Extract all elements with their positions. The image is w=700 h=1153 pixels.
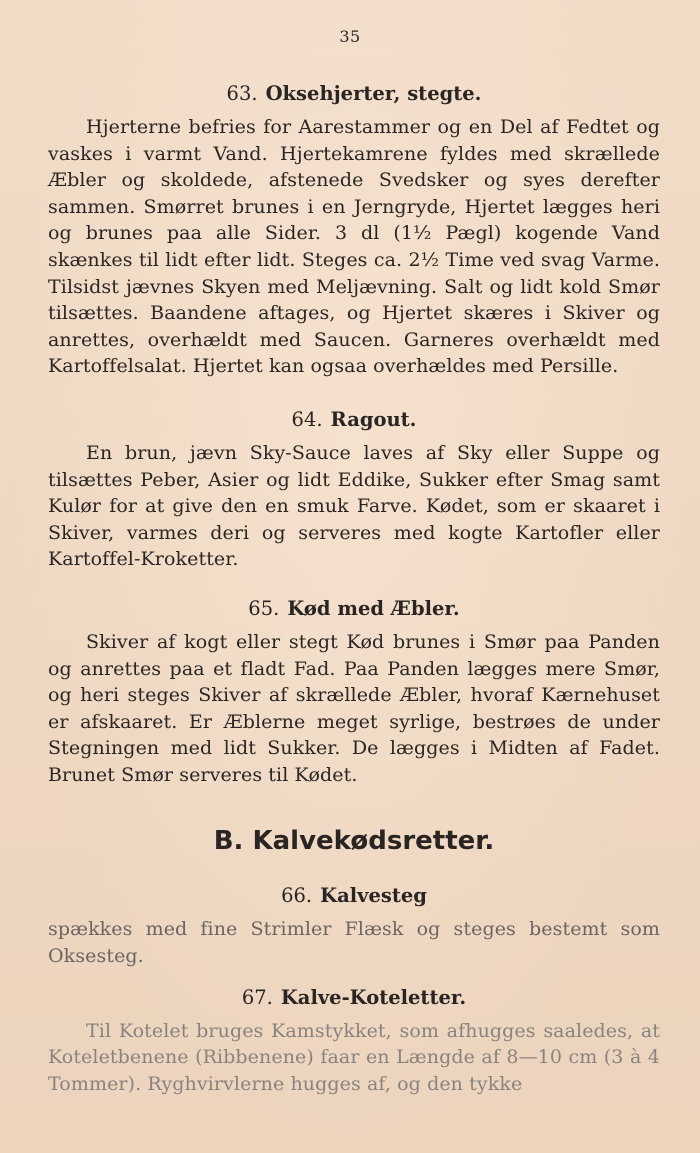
recipe-number: 66. xyxy=(281,884,313,908)
recipe-67 xyxy=(48,984,660,1098)
recipe-number: 63. xyxy=(226,82,258,105)
page-number: 35 xyxy=(339,27,361,46)
recipe-text: Skiver af kogt eller stegt Kød brunes i Smør paa Panden og anrettes paa et fladt Fad. Paa Panden lægges mere Smør, og heri steges Skiver af skrællede Æbler, hvoraf Kærnehuset er afskaaret. Er Æblerne meget syrlige, bestrøes de under Stegningen med lidt Sukker. De lægges i Midten af Fadet. Brunet Smør serveres til Kødet. xyxy=(48,630,660,786)
recipe-title xyxy=(48,80,660,108)
recipe-name: Oksehjerter, stegte. xyxy=(265,82,482,105)
recipe-name: Kød med Æbler. xyxy=(287,596,460,620)
recipe-number: 65. xyxy=(248,596,280,620)
recipe-name: Kalvesteg xyxy=(320,884,427,908)
recipe-title xyxy=(48,984,660,1012)
recipe-63 xyxy=(48,80,660,380)
recipe-name: Ragout. xyxy=(330,407,417,431)
recipe-66 xyxy=(48,882,660,969)
recipe-text: Hjerterne befries for Aarestammer og en Del af Fedtet og vaskes i varmt Vand. Hjertekamrene fyldes med skrællede Æbler og skoldede, afstenede Svedsker og syes derefter sammen. Smørret brunes i en Jerngryde, Hjertet lægges heri og brunes paa alle Sider. 3 dl (1½ Pægl) kogende Vand skænkes til lidt efter lidt. Steges ca. 2½ Time ved svag Varme. Tilsidst jævnes Skyen med Meljævning. Salt og lidt kold Smør tilsættes. Baandene aftages, og Hjertet skæres i Skiver og anrettes, overhældt med Saucen. Garneres overhældt med Kartoffelsalat. Hjertet kan ogsaa overhældes med Persille. xyxy=(48,116,660,378)
recipe-title xyxy=(48,595,660,623)
recipe-65 xyxy=(48,595,660,789)
section-title: B. Kalvekødsretter. xyxy=(213,826,495,857)
recipe-title xyxy=(48,882,660,910)
recipe-number: 64. xyxy=(291,407,323,431)
recipe-text: spækkes med fine Strimler Flæsk og steges bestemt som Oksesteg. xyxy=(48,918,660,968)
recipe-text: Til Kotelet bruges Kamstykket, som afhugges saaledes, at Koteletbenene (Ribbenene) faar en Længde af 8—10 cm (3 à 4 Tommer). Ryghvirvlerne hugges af, og den tykke xyxy=(48,1019,660,1095)
recipe-number: 67. xyxy=(241,985,273,1009)
recipe-text: En brun, jævn Sky-Sauce laves af Sky eller Suppe og tilsættes Peber, Asier og lidt Eddike, Sukker efter Smag samt Kulør for at give den en smuk Farve. Kødet, som er skaaret i Skiver, varmes deri og serveres med kogte Kartofler eller Kartoffel-Kroketter. xyxy=(48,441,660,571)
recipe-name: Kalve-Koteletter. xyxy=(280,985,467,1009)
recipe-64 xyxy=(48,406,660,573)
page-content xyxy=(48,80,660,1097)
recipe-title xyxy=(48,406,660,434)
